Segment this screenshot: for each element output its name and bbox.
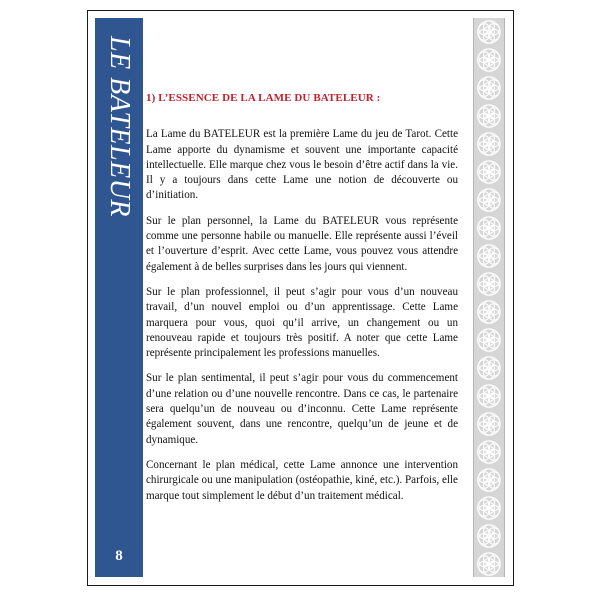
paragraph-medical: Concernant le plan médical, cette Lame annonce une intervention chirurgicale ou une manipulation (ostéopathie, kiné, etc.). Parfois, elle marque tout simplement le début d’un traitement médical. [146, 458, 458, 502]
paragraph-personal: Sur le plan personnel, la Lame du BATELEUR vous représente comme une personne habile ou manuelle. Elle représente aussi l’éveil et l’ouverture d’esprit. Avec cette Lame, vous pouvez vous attendre également à de belles surprises dans les jours qui viennent. [146, 214, 458, 273]
sidebar-title: LE BATELEUR [104, 36, 135, 218]
paragraph-professional: Sur le plan professionnel, il peut s’agir pour vous d’un nouveau travail, d’un nouvel emploi ou d’un apprentissage. Cette Lame marquera pour vous, quoi qu’il arrive, un changement ou un renouveau rapide et toujours très positif. A noter que cette Lame représente principalement les professions manuelles. [146, 285, 458, 360]
decorative-pattern-strip [473, 18, 505, 577]
page [87, 10, 514, 586]
page-number: 8 [115, 548, 123, 564]
section-heading: 1) L’ESSENCE DE LA LAME DU BATELEUR : [146, 92, 381, 104]
flower-of-life-icon [474, 18, 504, 577]
paragraph-intro: La Lame du BATELEUR est la première Lame du jeu de Tarot. Cette Lame apporte du dynamisme et souvent une importante capacité intellectuelle. Elle marque chez vous le besoin d’être actif dans la vie. Il y a toujours dans cette Lame une notion de découverte ou d’initiation. [146, 128, 458, 202]
sidebar [95, 18, 143, 577]
paragraph-sentimental: Sur le plan sentimental, il peut s’agir pour vous du commencement d’une relation ou d’une nouvelle rencontre. Dans ce cas, le partenaire sera quelqu’un de nouveau ou d’inconnu. Cette Lame représente également souvent, dans une rencontre, quelqu’un de jeune et de dynamique. [146, 372, 458, 446]
main-content [146, 91, 458, 514]
